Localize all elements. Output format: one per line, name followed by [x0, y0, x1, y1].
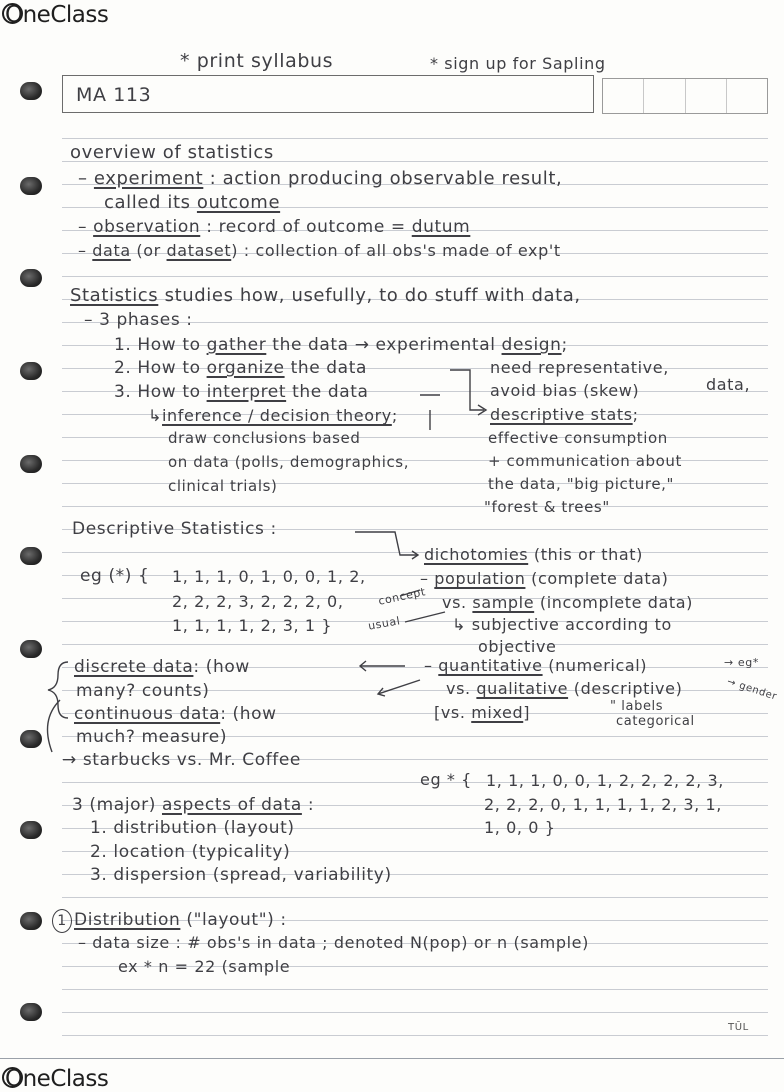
descriptive-line-5: "forest & trees" [484, 498, 610, 516]
phase-2-note-1: need representative, [490, 358, 669, 377]
phase-3: 3. How to interpret the data [114, 382, 369, 402]
binder-hole-icon [20, 547, 42, 565]
sample-line: vs. sample (incomplete data) [442, 593, 693, 612]
population-line: – population (complete data) [420, 569, 669, 588]
aspect-1: 1. distribution (layout) [90, 818, 295, 838]
concept-note: concept [377, 585, 427, 608]
overview-heading: overview of statistics [70, 142, 274, 163]
continuous-line-2: much? measure) [76, 727, 228, 747]
phase-2: 2. How to organize the data [114, 358, 367, 378]
qualitative-line: vs. qualitative (descriptive) [446, 679, 683, 698]
descriptive-heading: Descriptive Statistics : [72, 519, 277, 539]
course-title: MA 113 [76, 84, 152, 106]
binder-hole-icon [20, 821, 42, 839]
eg-star-note: → eg* [724, 656, 759, 669]
continuous-line: continuous data: (how [74, 704, 277, 724]
footer-mark: TŪL [728, 1022, 749, 1033]
descriptive-line-3: + communication about [488, 452, 682, 470]
eg1-label: eg (*) { [80, 566, 150, 586]
mixed-line: [vs. mixed] [434, 703, 531, 722]
phases-label: – 3 phases : [84, 310, 193, 330]
descriptive-stats-line: descriptive stats; [490, 405, 639, 424]
categorical-note: categorical [616, 714, 695, 729]
inference-line-3: on data (polls, demographics, [168, 453, 410, 471]
eg1-line-2: 2, 2, 2, 3, 2, 2, 2, 0, [172, 592, 344, 611]
discrete-line: discrete data: (how [74, 657, 250, 677]
eg1-line-3: 1, 1, 1, 1, 2, 3, 1 } [172, 616, 333, 635]
binder-hole-icon [20, 82, 42, 100]
data-line: – data (or dataset) : collection of all obs's made of exp't [78, 241, 561, 260]
starbucks-line: → starbucks vs. Mr. Coffee [62, 750, 301, 770]
eg2-line-3: 1, 0, 0 } [484, 818, 556, 837]
aspects-heading: 3 (major) aspects of data : [72, 795, 315, 815]
aspect-3: 3. dispersion (spread, variability) [90, 865, 392, 885]
binder-hole-icon [20, 362, 42, 380]
subjective-line: ↳ subjective according to [452, 615, 672, 634]
descriptive-line-4: the data, "big picture," [488, 475, 675, 493]
phase-1: 1. How to gather the data → experimental design; [114, 335, 568, 355]
eg1-line-1: 1, 1, 1, 0, 1, 0, 0, 1, 2, [172, 567, 366, 586]
inference-line: ↳inference / decision theory; [148, 406, 398, 425]
eg2-label: eg * { [420, 770, 472, 789]
date-box [602, 78, 768, 114]
oneclass-logo-top [2, 2, 108, 28]
statistics-heading: Statistics studies how, usefully, to do stuff with data, [70, 285, 581, 306]
phase-2-note-data: data, [706, 375, 751, 394]
gender-note: → gender [725, 676, 779, 703]
binder-hole-icon [20, 455, 42, 473]
binder-hole-icon [20, 640, 42, 658]
binder-hole-icon [20, 177, 42, 195]
eg2-line-2: 2, 2, 2, 0, 1, 1, 1, 1, 2, 3, 1, [484, 795, 722, 814]
observation-line: – observation : record of outcome = dutum [78, 217, 471, 237]
descriptive-line-2: effective consumption [488, 429, 668, 447]
binder-hole-icon [20, 912, 42, 930]
oneclass-logo-bottom [2, 1066, 108, 1092]
data-size-line: – data size : # obs's in data ; denoted N(pop) or n (sample) [78, 933, 589, 952]
usual-note: usual [367, 614, 402, 633]
distribution-heading: 1 Distribution ("layout") : [52, 909, 287, 933]
logo-text: OneClass [5, 1066, 109, 1092]
phase-2-note-2: avoid bias (skew) [490, 381, 640, 400]
experiment-line-2: called its outcome [104, 192, 281, 213]
inference-line-4: clinical trials) [168, 477, 278, 495]
objective-line: objective [478, 637, 557, 656]
dichotomies-line: dichotomies (this or that) [424, 545, 643, 564]
experiment-line: – experiment : action producing observable result, [78, 168, 563, 189]
circled-number: 1 [52, 909, 72, 933]
labels-note: " labels [610, 699, 664, 714]
inference-line-2: draw conclusions based [168, 429, 361, 447]
aspect-2: 2. location (typicality) [90, 842, 291, 862]
quantitative-line: – quantitative (numerical) [424, 656, 648, 675]
binder-hole-icon [20, 1003, 42, 1021]
binder-hole-icon [20, 730, 42, 748]
binder-hole-icon [20, 269, 42, 287]
discrete-line-2: many? counts) [76, 681, 210, 701]
example-line: ex * n = 22 (sample [118, 957, 291, 976]
reminder-sapling: * sign up for Sapling [430, 54, 606, 73]
reminder-print-syllabus: * print syllabus [180, 50, 334, 72]
logo-text: OneClass [5, 2, 109, 28]
eg2-line-1: 1, 1, 1, 0, 0, 1, 2, 2, 2, 2, 3, [486, 771, 724, 790]
